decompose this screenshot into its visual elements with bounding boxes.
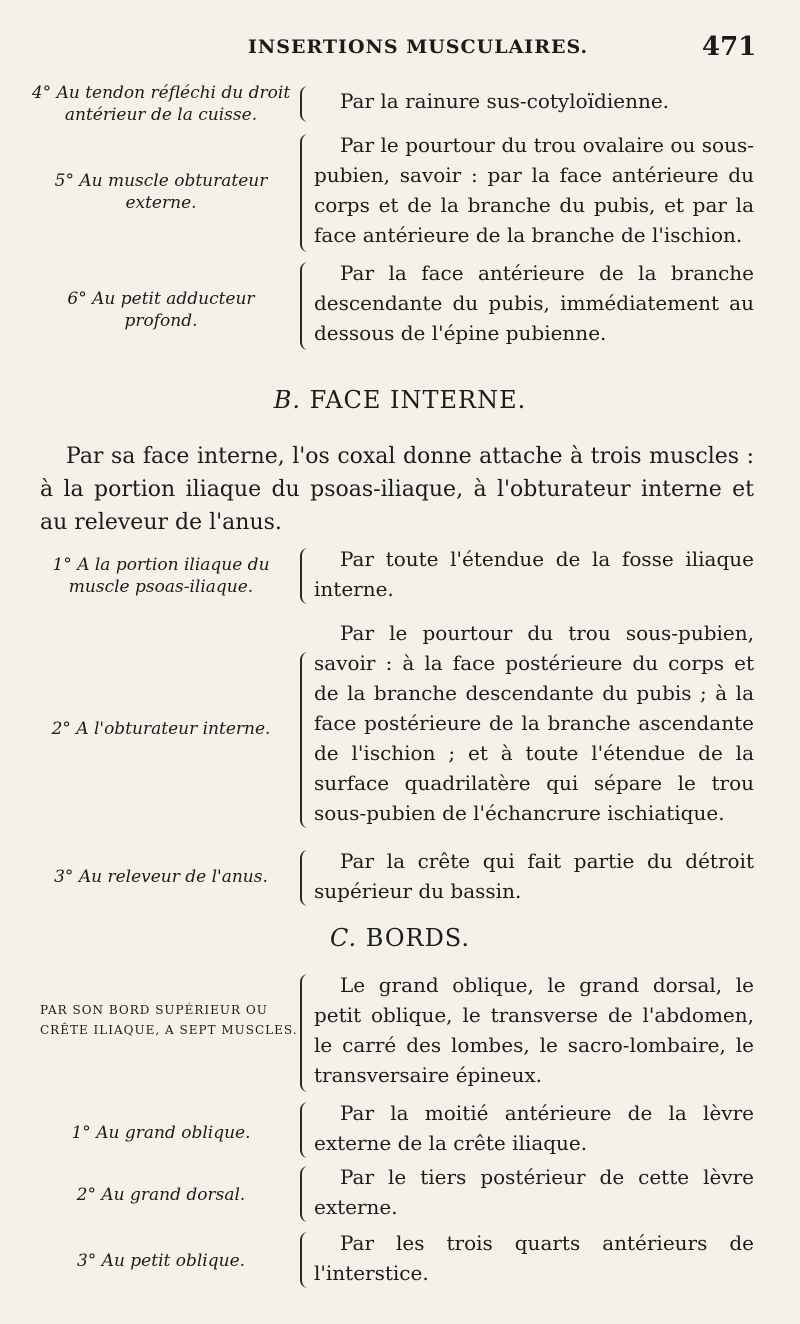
entry-text: Par les trois quarts antérieurs de l'interstice. <box>314 1231 754 1285</box>
section-c-heading <box>0 924 800 952</box>
brace <box>300 548 312 604</box>
brace <box>300 1166 312 1222</box>
entry-text: Par la face antérieure de la branche descendante du pubis, immédiatement au dessous de l'épine pubienne. <box>314 261 754 345</box>
running-title: INSERTIONS MUSCULAIRES. <box>248 36 589 58</box>
brace <box>300 850 312 906</box>
entry-label: 3° Au releveur de l'anus. <box>54 867 268 887</box>
entry-text: Par la moitié antérieure de la lèvre externe de la crête iliaque. <box>314 1101 754 1155</box>
entry-text: Par le pourtour du trou sous-pubien, savoir : à la face postérieure du corps et de la branche descendante du pubis ; à la face postérieure de la branche ascendante de l'ischion ; et à toute l'étendue de la surface quadrilatère qui sépare le trou sous-pubien de l'échancrure ischiatique. <box>314 621 754 825</box>
brace <box>300 1232 312 1288</box>
entry-text: Par toute l'étendue de la fosse iliaque interne. <box>314 547 754 601</box>
section-b-heading <box>0 386 800 414</box>
brace <box>300 974 312 1092</box>
entry-label: 1° Au grand oblique. <box>71 1123 251 1143</box>
entry-text: Par le tiers postérieur de cette lèvre externe. <box>314 1165 754 1219</box>
entry-text: Par la crête qui fait partie du détroit supérieur du bassin. <box>314 849 754 903</box>
entry-label: 6° Au petit adducteur profond. <box>67 289 255 331</box>
section-letter: B. <box>273 386 301 414</box>
section-title: FACE INTERNE. <box>309 386 527 414</box>
entry-label: 3° Au petit oblique. <box>76 1251 246 1271</box>
brace <box>300 86 312 122</box>
section-letter: C. <box>329 924 358 952</box>
section-title: BORDS. <box>365 924 471 952</box>
entry-text: Par le pourtour du trou ovalaire ou sous-pubien, savoir : par la face antérieure du corps et de la branche du pubis, et par la face antérieure de la branche de l'ischion. <box>314 133 754 247</box>
page-number: 471 <box>702 32 757 62</box>
entry-text: Par la rainure sus-cotyloïdienne. <box>340 89 670 113</box>
running-header <box>0 32 800 66</box>
entry-label: 4° Au tendon réfléchi du droit antérieur de la cuisse. <box>31 83 291 125</box>
entry-label: 2° Au grand dorsal. <box>76 1185 246 1205</box>
section-b-intro: Par sa face interne, l'os coxal donne attache à trois muscles : à la portion iliaque du psoas-iliaque, à l'obturateur interne et au releveur de l'anus. <box>40 444 754 535</box>
brace <box>300 652 312 828</box>
entry-label: 5° Au muscle obturateur externe. <box>54 171 268 213</box>
brace <box>300 134 312 252</box>
brace <box>300 1102 312 1158</box>
entry-label: PAR SON BORD SUPÉRIEUR OU CRÊTE ILIAQUE, A SEPT MUSCLES. <box>40 1003 298 1037</box>
entry-text: Le grand oblique, le grand dorsal, le petit oblique, le transverse de l'abdomen, le carré des lombes, le sacro-lombaire, le transversaire épineux. <box>314 973 754 1087</box>
entry-label: 1° A la portion iliaque du muscle psoas-iliaque. <box>52 555 270 597</box>
entry-label: 2° A l'obturateur interne. <box>51 719 271 739</box>
brace <box>300 262 312 350</box>
